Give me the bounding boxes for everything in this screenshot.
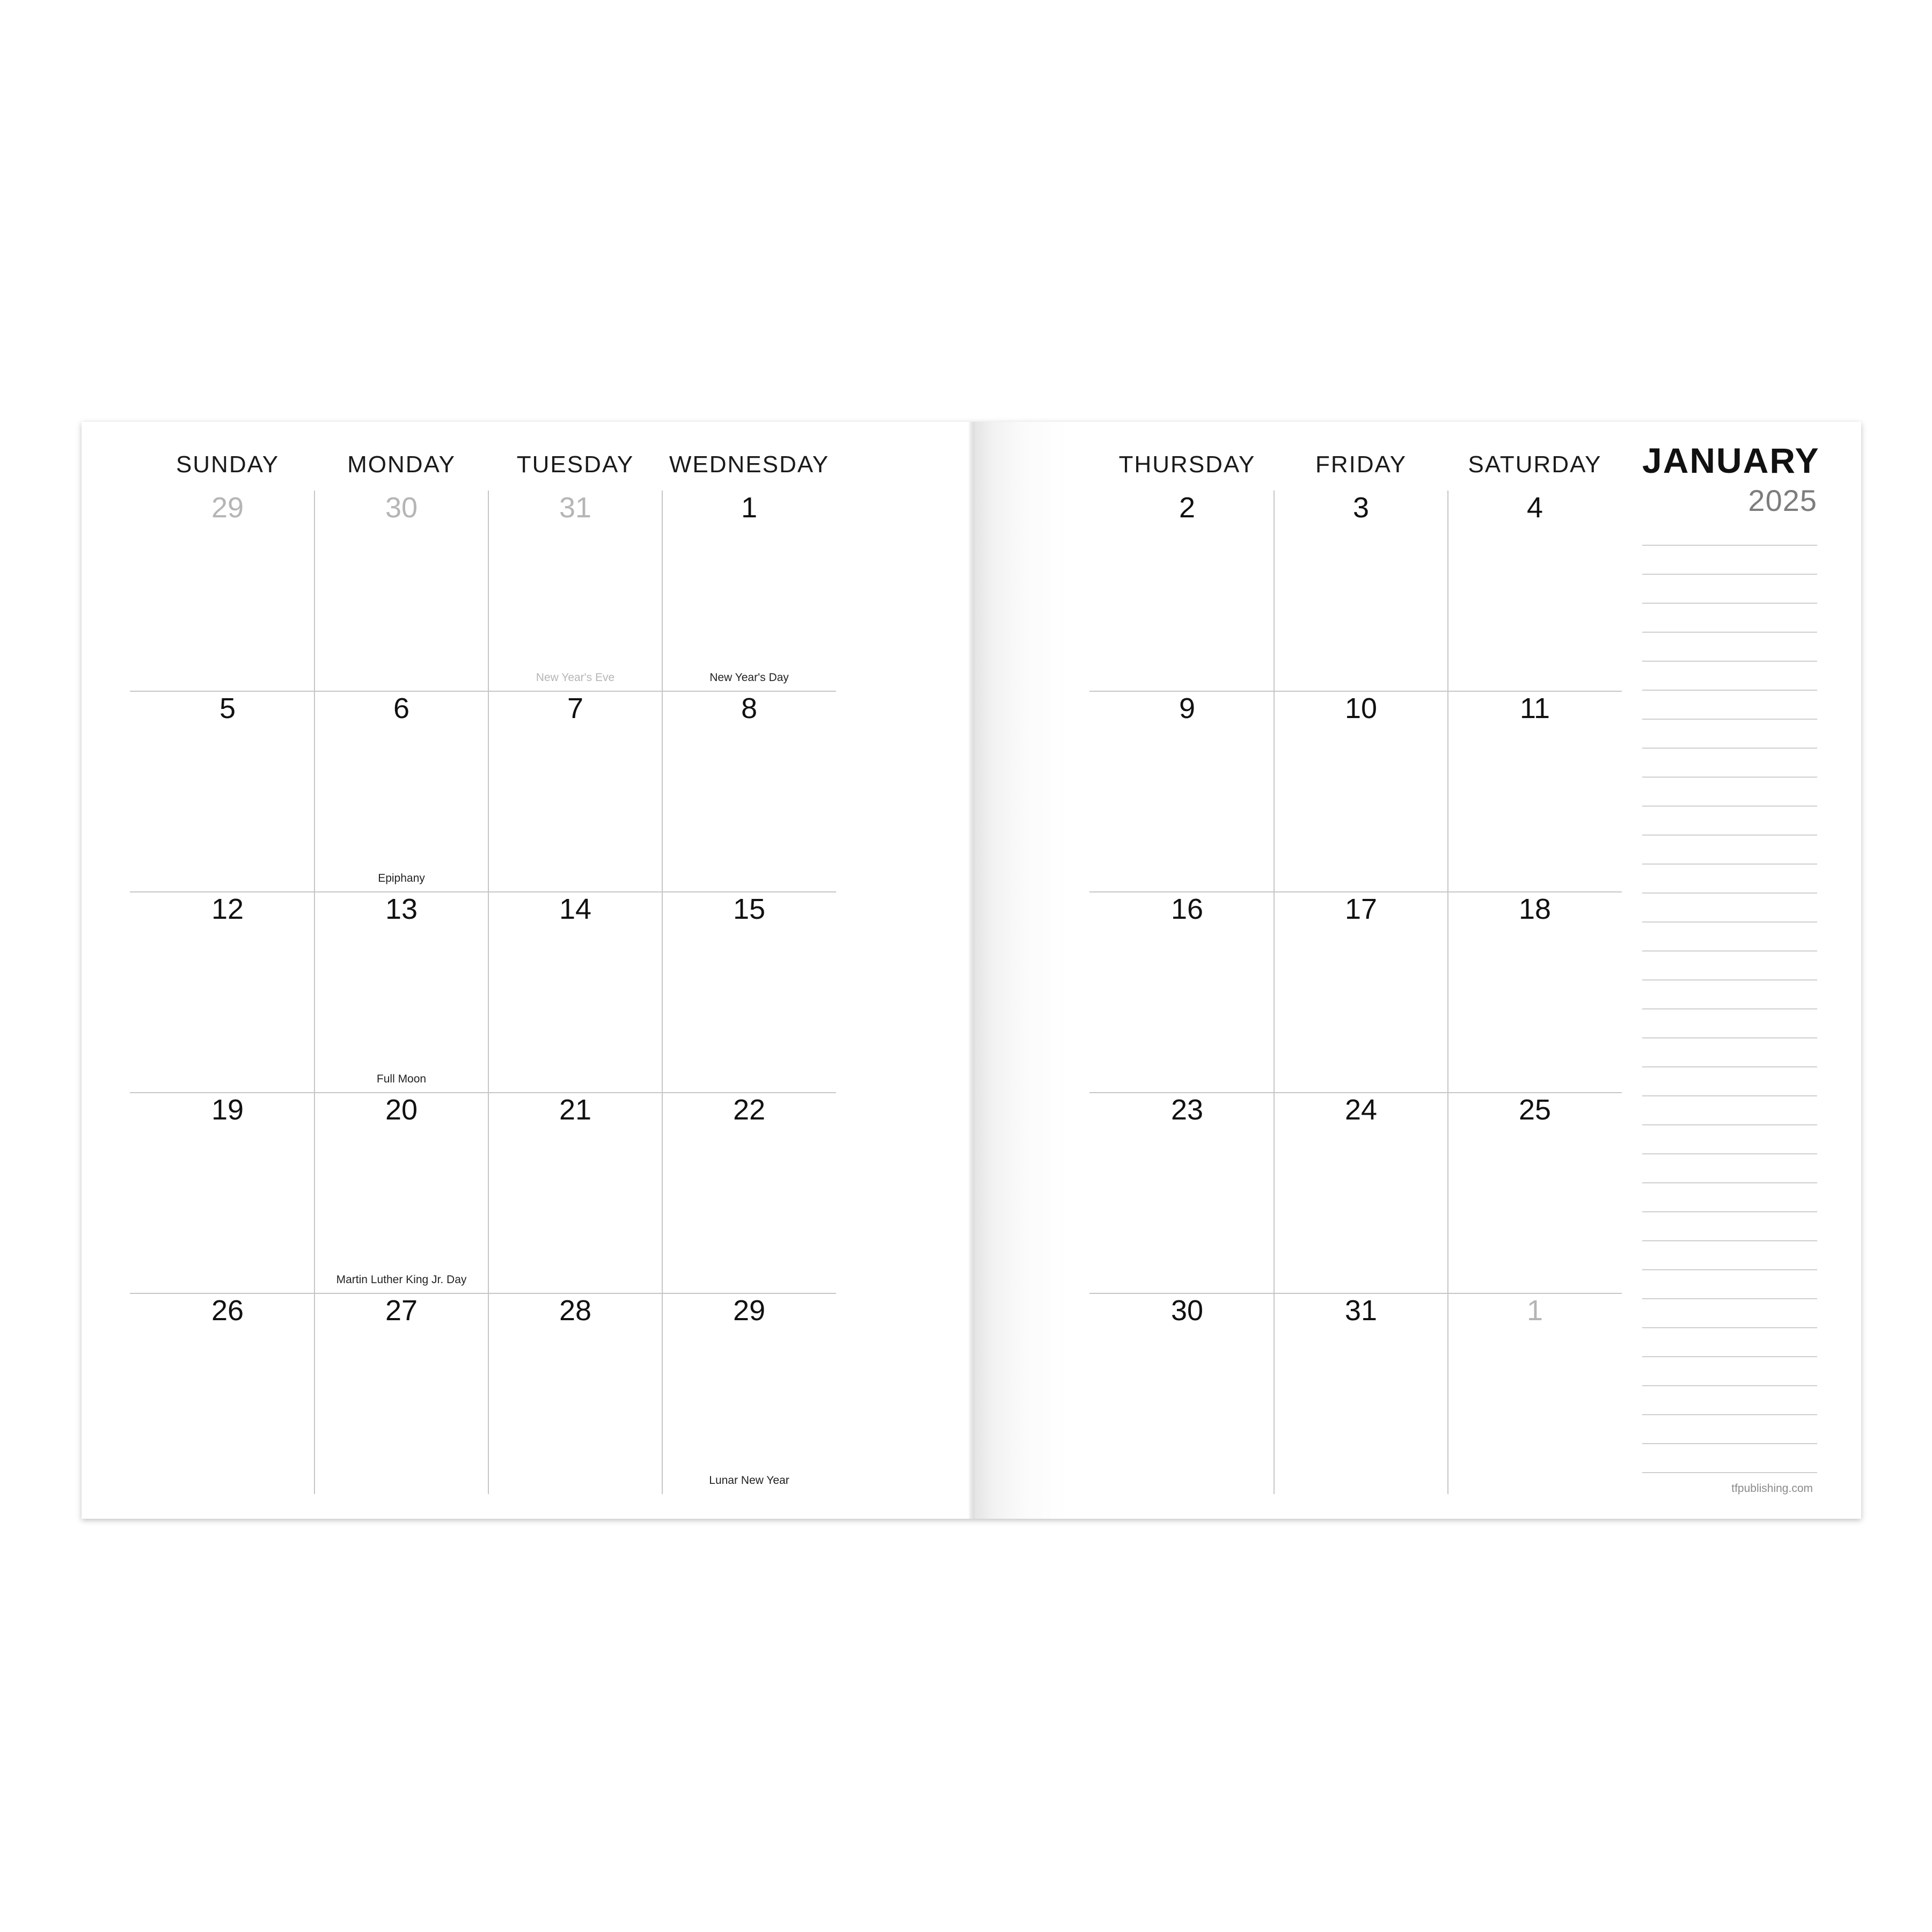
day-cell[interactable] bbox=[662, 892, 836, 1093]
day-number: 28 bbox=[559, 1294, 592, 1327]
day-number: 1 bbox=[1526, 1294, 1543, 1327]
day-cell[interactable] bbox=[1448, 892, 1622, 1093]
month-title: JANUARY bbox=[1642, 441, 1820, 480]
day-number: 10 bbox=[1344, 692, 1378, 724]
day-number: 6 bbox=[393, 692, 410, 724]
day-cell[interactable] bbox=[314, 691, 488, 892]
note-line bbox=[1642, 690, 1817, 691]
day-cell[interactable] bbox=[314, 1093, 488, 1293]
column-divider bbox=[488, 491, 489, 1494]
holiday-label: New Year's Eve bbox=[536, 671, 615, 684]
column-divider bbox=[662, 491, 663, 1494]
day-cell[interactable] bbox=[488, 491, 662, 691]
day-cell[interactable] bbox=[1448, 1093, 1622, 1293]
holiday-label: Martin Luther King Jr. Day bbox=[336, 1274, 467, 1286]
row-divider bbox=[1089, 1293, 1622, 1294]
row-divider bbox=[130, 1092, 836, 1093]
day-number: 11 bbox=[1519, 692, 1550, 724]
day-cell[interactable] bbox=[1100, 491, 1274, 691]
day-number: 30 bbox=[1170, 1294, 1204, 1327]
day-number: 20 bbox=[385, 1094, 418, 1126]
day-cell[interactable] bbox=[1274, 691, 1448, 892]
day-cell[interactable] bbox=[1100, 1293, 1274, 1494]
day-number: 15 bbox=[733, 893, 766, 925]
note-line bbox=[1642, 1443, 1817, 1444]
column-divider bbox=[1447, 491, 1448, 1494]
weekday-header: FRIDAY bbox=[1315, 451, 1407, 478]
calendar-spread bbox=[82, 422, 1861, 1519]
day-cell[interactable] bbox=[488, 1293, 662, 1494]
note-line bbox=[1642, 545, 1817, 546]
day-number: 22 bbox=[733, 1094, 766, 1126]
day-number: 30 bbox=[385, 492, 418, 524]
day-number: 18 bbox=[1518, 893, 1552, 925]
note-line bbox=[1642, 1385, 1817, 1386]
weekday-header: TUESDAY bbox=[516, 451, 634, 478]
day-number: 7 bbox=[567, 692, 584, 724]
day-number: 1 bbox=[741, 492, 758, 524]
day-number: 16 bbox=[1170, 893, 1204, 925]
holiday-label: Epiphany bbox=[378, 872, 425, 884]
row-divider bbox=[1089, 891, 1622, 892]
day-number: 29 bbox=[733, 1294, 766, 1327]
day-cell[interactable] bbox=[1274, 1093, 1448, 1293]
day-number: 26 bbox=[211, 1294, 244, 1327]
note-line bbox=[1642, 1037, 1817, 1038]
row-divider bbox=[130, 891, 836, 892]
day-cell[interactable] bbox=[1274, 892, 1448, 1093]
day-number: 5 bbox=[219, 692, 236, 724]
note-line bbox=[1642, 1414, 1817, 1415]
day-number: 31 bbox=[559, 492, 592, 524]
holiday-label: Full Moon bbox=[376, 1073, 427, 1085]
note-line bbox=[1642, 1327, 1817, 1328]
note-line bbox=[1642, 863, 1817, 865]
day-cell[interactable] bbox=[1274, 491, 1448, 691]
column-divider bbox=[1274, 491, 1275, 1494]
day-number: 8 bbox=[741, 692, 758, 724]
day-cell[interactable] bbox=[662, 1293, 836, 1494]
day-cell[interactable] bbox=[662, 691, 836, 892]
weekday-header: THURSDAY bbox=[1118, 451, 1256, 478]
holiday-label: Lunar New Year bbox=[709, 1474, 789, 1487]
day-number: 2 bbox=[1179, 492, 1196, 524]
notes-lines[interactable] bbox=[1642, 545, 1817, 1501]
day-number: 23 bbox=[1170, 1094, 1204, 1126]
note-line bbox=[1642, 1153, 1817, 1154]
day-cell[interactable] bbox=[141, 892, 314, 1093]
day-cell[interactable] bbox=[488, 691, 662, 892]
day-number: 21 bbox=[559, 1094, 592, 1126]
day-cell[interactable] bbox=[1100, 691, 1274, 892]
note-line bbox=[1642, 603, 1817, 604]
note-line bbox=[1642, 835, 1817, 836]
weekday-header: SUNDAY bbox=[175, 451, 280, 478]
note-line bbox=[1642, 719, 1817, 720]
note-line bbox=[1642, 748, 1817, 749]
note-line bbox=[1642, 1240, 1817, 1241]
row-divider bbox=[130, 691, 836, 692]
day-cell[interactable] bbox=[141, 491, 314, 691]
day-number: 29 bbox=[211, 492, 244, 524]
weekday-header: SATURDAY bbox=[1468, 451, 1602, 478]
day-cell[interactable] bbox=[1448, 691, 1622, 892]
year-title: 2025 bbox=[1748, 484, 1817, 517]
day-cell[interactable] bbox=[314, 892, 488, 1093]
note-line bbox=[1642, 1298, 1817, 1299]
day-number: 27 bbox=[385, 1294, 418, 1327]
note-line bbox=[1642, 1269, 1817, 1270]
day-number: 13 bbox=[385, 893, 418, 925]
row-divider bbox=[1089, 691, 1622, 692]
publisher-credit: tfpublishing.com bbox=[1731, 1482, 1813, 1495]
weekday-header: MONDAY bbox=[347, 451, 456, 478]
left-page bbox=[82, 422, 971, 1519]
day-cell[interactable] bbox=[141, 691, 314, 892]
day-cell[interactable] bbox=[314, 491, 488, 691]
note-line bbox=[1642, 1124, 1817, 1125]
note-line bbox=[1642, 806, 1817, 807]
note-line bbox=[1642, 574, 1817, 575]
note-line bbox=[1642, 1211, 1817, 1212]
day-cell[interactable] bbox=[1100, 1093, 1274, 1293]
note-line bbox=[1642, 892, 1817, 894]
day-number: 3 bbox=[1352, 492, 1370, 524]
book-spine bbox=[968, 422, 975, 1519]
day-cell[interactable] bbox=[314, 1293, 488, 1494]
day-cell[interactable] bbox=[488, 1093, 662, 1293]
day-number: 4 bbox=[1526, 492, 1543, 524]
day-cell[interactable] bbox=[662, 491, 836, 691]
note-line bbox=[1642, 1066, 1817, 1067]
day-cell[interactable] bbox=[488, 892, 662, 1093]
day-number: 19 bbox=[211, 1094, 244, 1126]
day-number: 24 bbox=[1344, 1094, 1378, 1126]
note-line bbox=[1642, 661, 1817, 662]
day-number: 25 bbox=[1518, 1094, 1552, 1126]
day-number: 9 bbox=[1179, 692, 1196, 724]
note-line bbox=[1642, 1182, 1817, 1183]
day-number: 14 bbox=[559, 893, 592, 925]
note-line bbox=[1642, 1008, 1817, 1009]
note-line bbox=[1642, 1356, 1817, 1357]
day-cell[interactable] bbox=[1448, 1293, 1622, 1494]
day-cell[interactable] bbox=[662, 1093, 836, 1293]
row-divider bbox=[130, 1293, 836, 1294]
note-line bbox=[1642, 777, 1817, 778]
day-number: 12 bbox=[211, 893, 244, 925]
weekday-header: WEDNESDAY bbox=[669, 451, 830, 478]
day-number: 17 bbox=[1344, 893, 1378, 925]
note-line bbox=[1642, 1472, 1817, 1473]
note-line bbox=[1642, 950, 1817, 952]
note-line bbox=[1642, 1095, 1817, 1096]
day-cell[interactable] bbox=[141, 1293, 314, 1494]
day-cell[interactable] bbox=[1448, 491, 1622, 691]
note-line bbox=[1642, 979, 1817, 980]
row-divider bbox=[1089, 1092, 1622, 1093]
note-line bbox=[1642, 632, 1817, 633]
day-cell[interactable] bbox=[1274, 1293, 1448, 1494]
day-cell[interactable] bbox=[1100, 892, 1274, 1093]
day-cell[interactable] bbox=[141, 1093, 314, 1293]
day-number: 31 bbox=[1344, 1294, 1378, 1327]
holiday-label: New Year's Day bbox=[709, 671, 789, 684]
column-divider bbox=[314, 491, 315, 1494]
note-line bbox=[1642, 921, 1817, 923]
